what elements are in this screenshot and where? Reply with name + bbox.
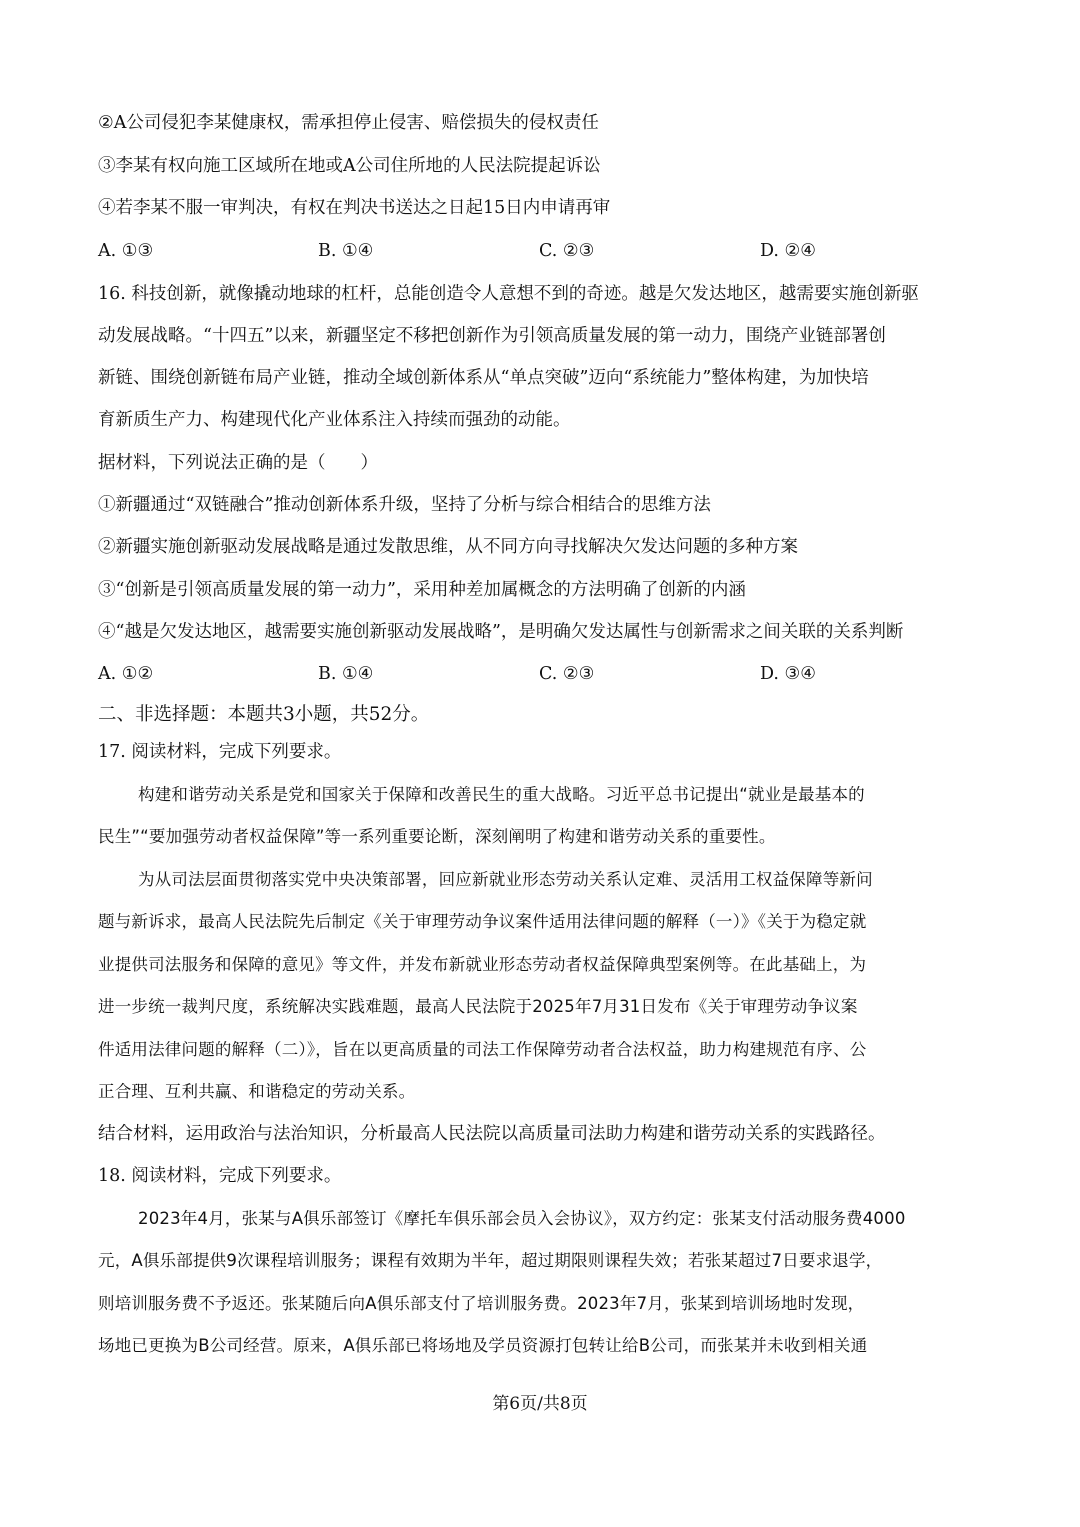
q18-material-line4: 场地已更换为B公司经营。原来，A俱乐部已将场地及学员资源打包转让给B公司，而张某并未收到相关通 bbox=[98, 1336, 868, 1355]
q16-statement-2: ②新疆实施创新驱动发展战略是通过发散思维，从不同方向寻找解决欠发达问题的多种方案 bbox=[98, 537, 798, 557]
q17-material-para2-line2: 题与新诉求，最高人民法院先后制定《关于审理劳动争议案件适用法律问题的解释（一）》《关于为稳定就 bbox=[98, 912, 867, 931]
q17-material-para1-line1: 构建和谐劳动关系是党和国家关于保障和改善民生的重大战略。习近平总书记提出“就业是最基本的 bbox=[138, 785, 865, 804]
q16-stem-line-2: 动发展战略。“十四五”以来，新疆坚定不移把创新作为引领高质量发展的第一动力，围绕产业链部署创 bbox=[98, 326, 886, 346]
page-number: 第6页/共8页 bbox=[492, 1394, 588, 1414]
q17-material-para2-line6: 正合理、互利共赢、和谐稳定的劳动关系。 bbox=[98, 1082, 416, 1101]
q15-statement-2: ②A公司侵犯李某健康权，需承担停止侵害、赔偿损失的侵权责任 bbox=[98, 113, 599, 133]
q16-prompt: 据材料，下列说法正确的是（ ） bbox=[98, 453, 378, 473]
q15-statement-3: ③李某有权向施工区域所在地或A公司住所地的人民法院提起诉讼 bbox=[98, 156, 601, 176]
section-heading: 二、非选择题：本题共3小题，共52分。 bbox=[98, 704, 430, 725]
q18-material-line3: 则培训服务费不予返还。张某随后向A俱乐部支付了培训服务费。2023年7月，张某到培训场地时发现， bbox=[98, 1294, 865, 1313]
q15-option-a: A. ①③ bbox=[98, 241, 154, 261]
q18-material-line1: 2023年4月，张某与A俱乐部签订《摩托车俱乐部会员入会协议》，双方约定：张某支付活动服务费4000 bbox=[138, 1209, 906, 1228]
q17-material-para2-line5: 件适用法律问题的解释（二）》，旨在以更高质量的司法工作保障劳动者合法权益，助力构建规范有序、公 bbox=[98, 1040, 867, 1059]
q17-material-para1-line2: 民生”“要加强劳动者权益保障”等一系列重要论断，深刻阐明了构建和谐劳动关系的重要性。 bbox=[98, 827, 776, 846]
q15-option-d: D. ②④ bbox=[760, 241, 816, 261]
q17-material-para2-line3: 业提供司法服务和保障的意见》等文件，并发布新就业形态劳动者权益保障典型案例等。在此基础上，为 bbox=[98, 955, 867, 974]
q16-option-c: C. ②③ bbox=[539, 664, 595, 684]
q16-option-d: D. ③④ bbox=[760, 664, 816, 684]
q17-material-para2-line1: 为从司法层面贯彻落实党中央决策部署，回应新就业形态劳动关系认定难、灵活用工权益保障等新问 bbox=[138, 870, 873, 889]
q15-option-c: C. ②③ bbox=[539, 241, 595, 261]
q17-question: 结合材料，运用政治与法治知识，分析最高人民法院以高质量司法助力构建和谐劳动关系的实践路径。 bbox=[98, 1124, 886, 1144]
q17-title: 17. 阅读材料，完成下列要求。 bbox=[98, 742, 342, 762]
q15-statement-4: ④若李某不服一审判决，有权在判决书送达之日起15日内申请再审 bbox=[98, 198, 611, 218]
q18-material-line2: 元，A俱乐部提供9次课程培训服务；课程有效期为半年，超过期限则课程失效；若张某超过7日要求退学， bbox=[98, 1251, 883, 1270]
q16-stem-line-1: 16. 科技创新，就像撬动地球的杠杆，总能创造令人意想不到的奇迹。越是欠发达地区，越需要实施创新驱 bbox=[98, 284, 919, 304]
q16-statement-1: ①新疆通过“双链融合”推动创新体系升级，坚持了分析与综合相结合的思维方法 bbox=[98, 495, 711, 515]
q18-title: 18. 阅读材料，完成下列要求。 bbox=[98, 1166, 342, 1186]
q16-stem-line-3: 新链、围绕创新链布局产业链，推动全域创新体系从“单点突破”迈向“系统能力”整体构建，为加快培 bbox=[98, 368, 869, 388]
q15-option-b: B. ①④ bbox=[318, 241, 374, 261]
q16-statement-4: ④“越是欠发达地区，越需要实施创新驱动发展战略”，是明确欠发达属性与创新需求之间关联的关系判断 bbox=[98, 622, 904, 642]
q17-material-para2-line4: 进一步统一裁判尺度，系统解决实践难题，最高人民法院于2025年7月31日发布《关于审理劳动争议案 bbox=[98, 997, 858, 1016]
q16-stem-line-4: 育新质生产力、构建现代化产业体系注入持续而强劲的动能。 bbox=[98, 410, 571, 430]
q16-statement-3: ③“创新是引领高质量发展的第一动力”，采用种差加属概念的方法明确了创新的内涵 bbox=[98, 580, 746, 600]
q16-option-b: B. ①④ bbox=[318, 664, 374, 684]
q16-option-a: A. ①② bbox=[98, 664, 154, 684]
